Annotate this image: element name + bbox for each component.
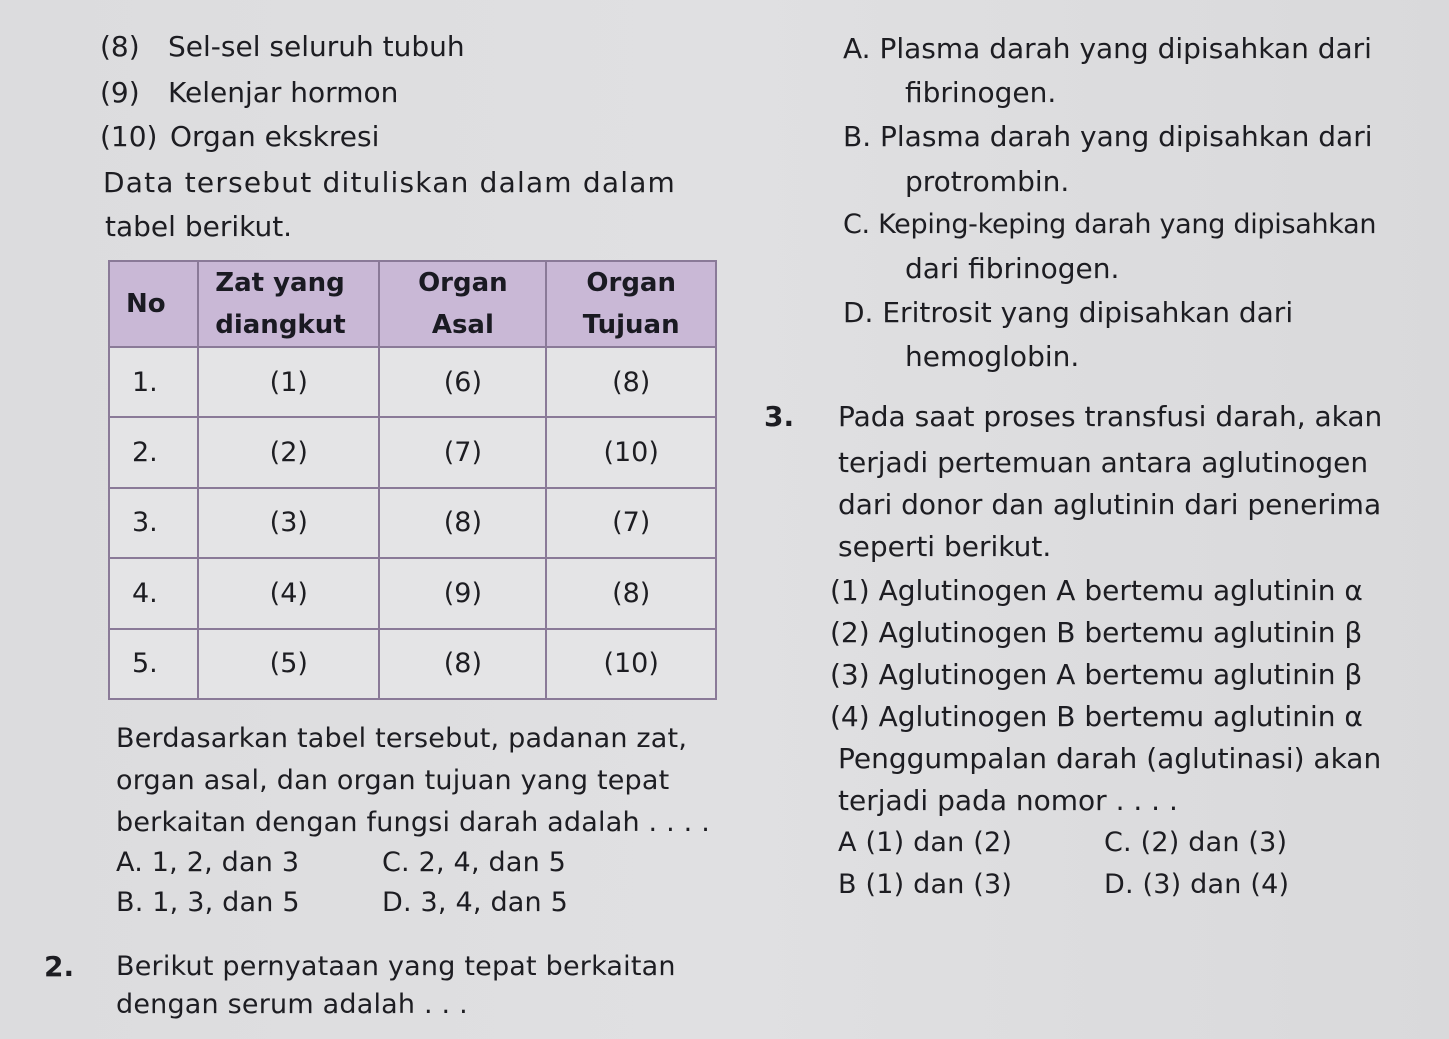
- cell-zat: (3): [198, 488, 379, 558]
- q2-option-b-line-2: protrombin.: [905, 165, 1070, 198]
- q3-number: 3.: [764, 400, 795, 433]
- cell-asal: (7): [379, 417, 546, 487]
- cell-no: 5.: [109, 629, 198, 699]
- q2-option-a-line-2: fibrinogen.: [905, 76, 1057, 109]
- q2-stem-line-2: dengan serum adalah . . .: [116, 989, 468, 1020]
- q1-stem-line-2: organ asal, dan organ tujuan yang tepat: [116, 765, 670, 796]
- cell-no: 2.: [109, 417, 198, 487]
- q2-option-c-line-2: dari fibrinogen.: [905, 252, 1120, 285]
- list-item-text: Kelenjar hormon: [168, 76, 399, 109]
- q2-stem-line-1: Berikut pernyataan yang tepat berkaitan: [116, 951, 676, 982]
- q2-option-c-line-1: C. Keping-keping darah yang dipisahkan: [843, 209, 1377, 240]
- list-item-8: [100, 30, 465, 64]
- cell-tujuan: (10): [546, 417, 716, 487]
- list-item-9: [100, 76, 398, 110]
- table-header-row: [109, 261, 716, 347]
- q1-option-a: A. 1, 2, dan 3: [116, 847, 300, 878]
- q3-stem-line-1: Pada saat proses transfusi darah, akan: [838, 400, 1383, 433]
- q2-option-d-line-2: hemoglobin.: [905, 340, 1080, 373]
- q3-option-d: D. (3) dan (4): [1104, 869, 1290, 900]
- q1-option-b: B. 1, 3, dan 5: [116, 887, 300, 918]
- header-organ-asal: Organ Asal: [379, 261, 546, 347]
- q1-stem-line-1: Berdasarkan tabel tersebut, padanan zat,: [116, 723, 688, 754]
- q3-item-1: (1) Aglutinogen A bertemu aglutinin α: [830, 574, 1363, 607]
- cell-zat: (5): [198, 629, 379, 699]
- q3-stem-line-6: terjadi pada nomor . . . .: [838, 784, 1178, 817]
- q3-stem-line-2: terjadi pertemuan antara aglutinogen: [838, 446, 1369, 479]
- q1-stem-line-3: berkaitan dengan fungsi darah adalah . . . .: [116, 807, 711, 838]
- q3-option-c: C. (2) dan (3): [1104, 827, 1288, 858]
- header-zat: Zat yang diangkut: [198, 261, 379, 347]
- cell-zat: (4): [198, 558, 379, 628]
- intro-line-2: tabel berikut.: [105, 210, 293, 243]
- cell-zat: (1): [198, 347, 379, 417]
- cell-tujuan: (8): [546, 347, 716, 417]
- table-row: [109, 558, 716, 628]
- list-item-10: [100, 120, 379, 154]
- list-item-number: (9): [100, 76, 140, 109]
- list-item-text: Organ ekskresi: [170, 120, 380, 153]
- list-item-text: Sel-sel seluruh tubuh: [168, 30, 465, 63]
- q1-option-c: C. 2, 4, dan 5: [382, 847, 567, 878]
- q3-item-3: (3) Aglutinogen A bertemu aglutinin β: [830, 658, 1363, 691]
- q3-stem-line-3: dari donor dan aglutinin dari penerima: [838, 488, 1382, 521]
- cell-no: 4.: [109, 558, 198, 628]
- table-row: [109, 629, 716, 699]
- table-row: [109, 417, 716, 487]
- list-item-number: (10): [100, 120, 158, 153]
- list-item-number: (8): [100, 30, 140, 63]
- intro-line-1: Data tersebut dituliskan dalam dalam: [103, 166, 677, 199]
- cell-tujuan: (7): [546, 488, 716, 558]
- q3-option-a: A (1) dan (2): [838, 827, 1013, 858]
- cell-asal: (8): [379, 629, 546, 699]
- q2-option-a-line-1: A. Plasma darah yang dipisahkan dari: [843, 32, 1372, 65]
- q2-option-b-line-1: B. Plasma darah yang dipisahkan dari: [843, 120, 1373, 153]
- header-organ-tujuan: Organ Tujuan: [546, 261, 716, 347]
- q1-option-d: D. 3, 4, dan 5: [382, 887, 568, 918]
- q3-item-4: (4) Aglutinogen B bertemu aglutinin α: [830, 700, 1363, 733]
- cell-tujuan: (10): [546, 629, 716, 699]
- data-table: [108, 260, 717, 700]
- cell-asal: (8): [379, 488, 546, 558]
- cell-no: 1.: [109, 347, 198, 417]
- q2-option-d-line-1: D. Eritrosit yang dipisahkan dari: [843, 296, 1294, 329]
- q3-item-2: (2) Aglutinogen B bertemu aglutinin β: [830, 616, 1363, 649]
- table-row: [109, 347, 716, 417]
- q3-stem-line-4: seperti berikut.: [838, 530, 1052, 563]
- cell-tujuan: (8): [546, 558, 716, 628]
- header-no: No: [109, 261, 198, 347]
- cell-zat: (2): [198, 417, 379, 487]
- q2-number: 2.: [44, 950, 75, 983]
- q3-option-b: B (1) dan (3): [838, 869, 1013, 900]
- table-row: [109, 488, 716, 558]
- cell-asal: (6): [379, 347, 546, 417]
- cell-no: 3.: [109, 488, 198, 558]
- q3-stem-line-5: Penggumpalan darah (aglutinasi) akan: [838, 742, 1382, 775]
- cell-asal: (9): [379, 558, 546, 628]
